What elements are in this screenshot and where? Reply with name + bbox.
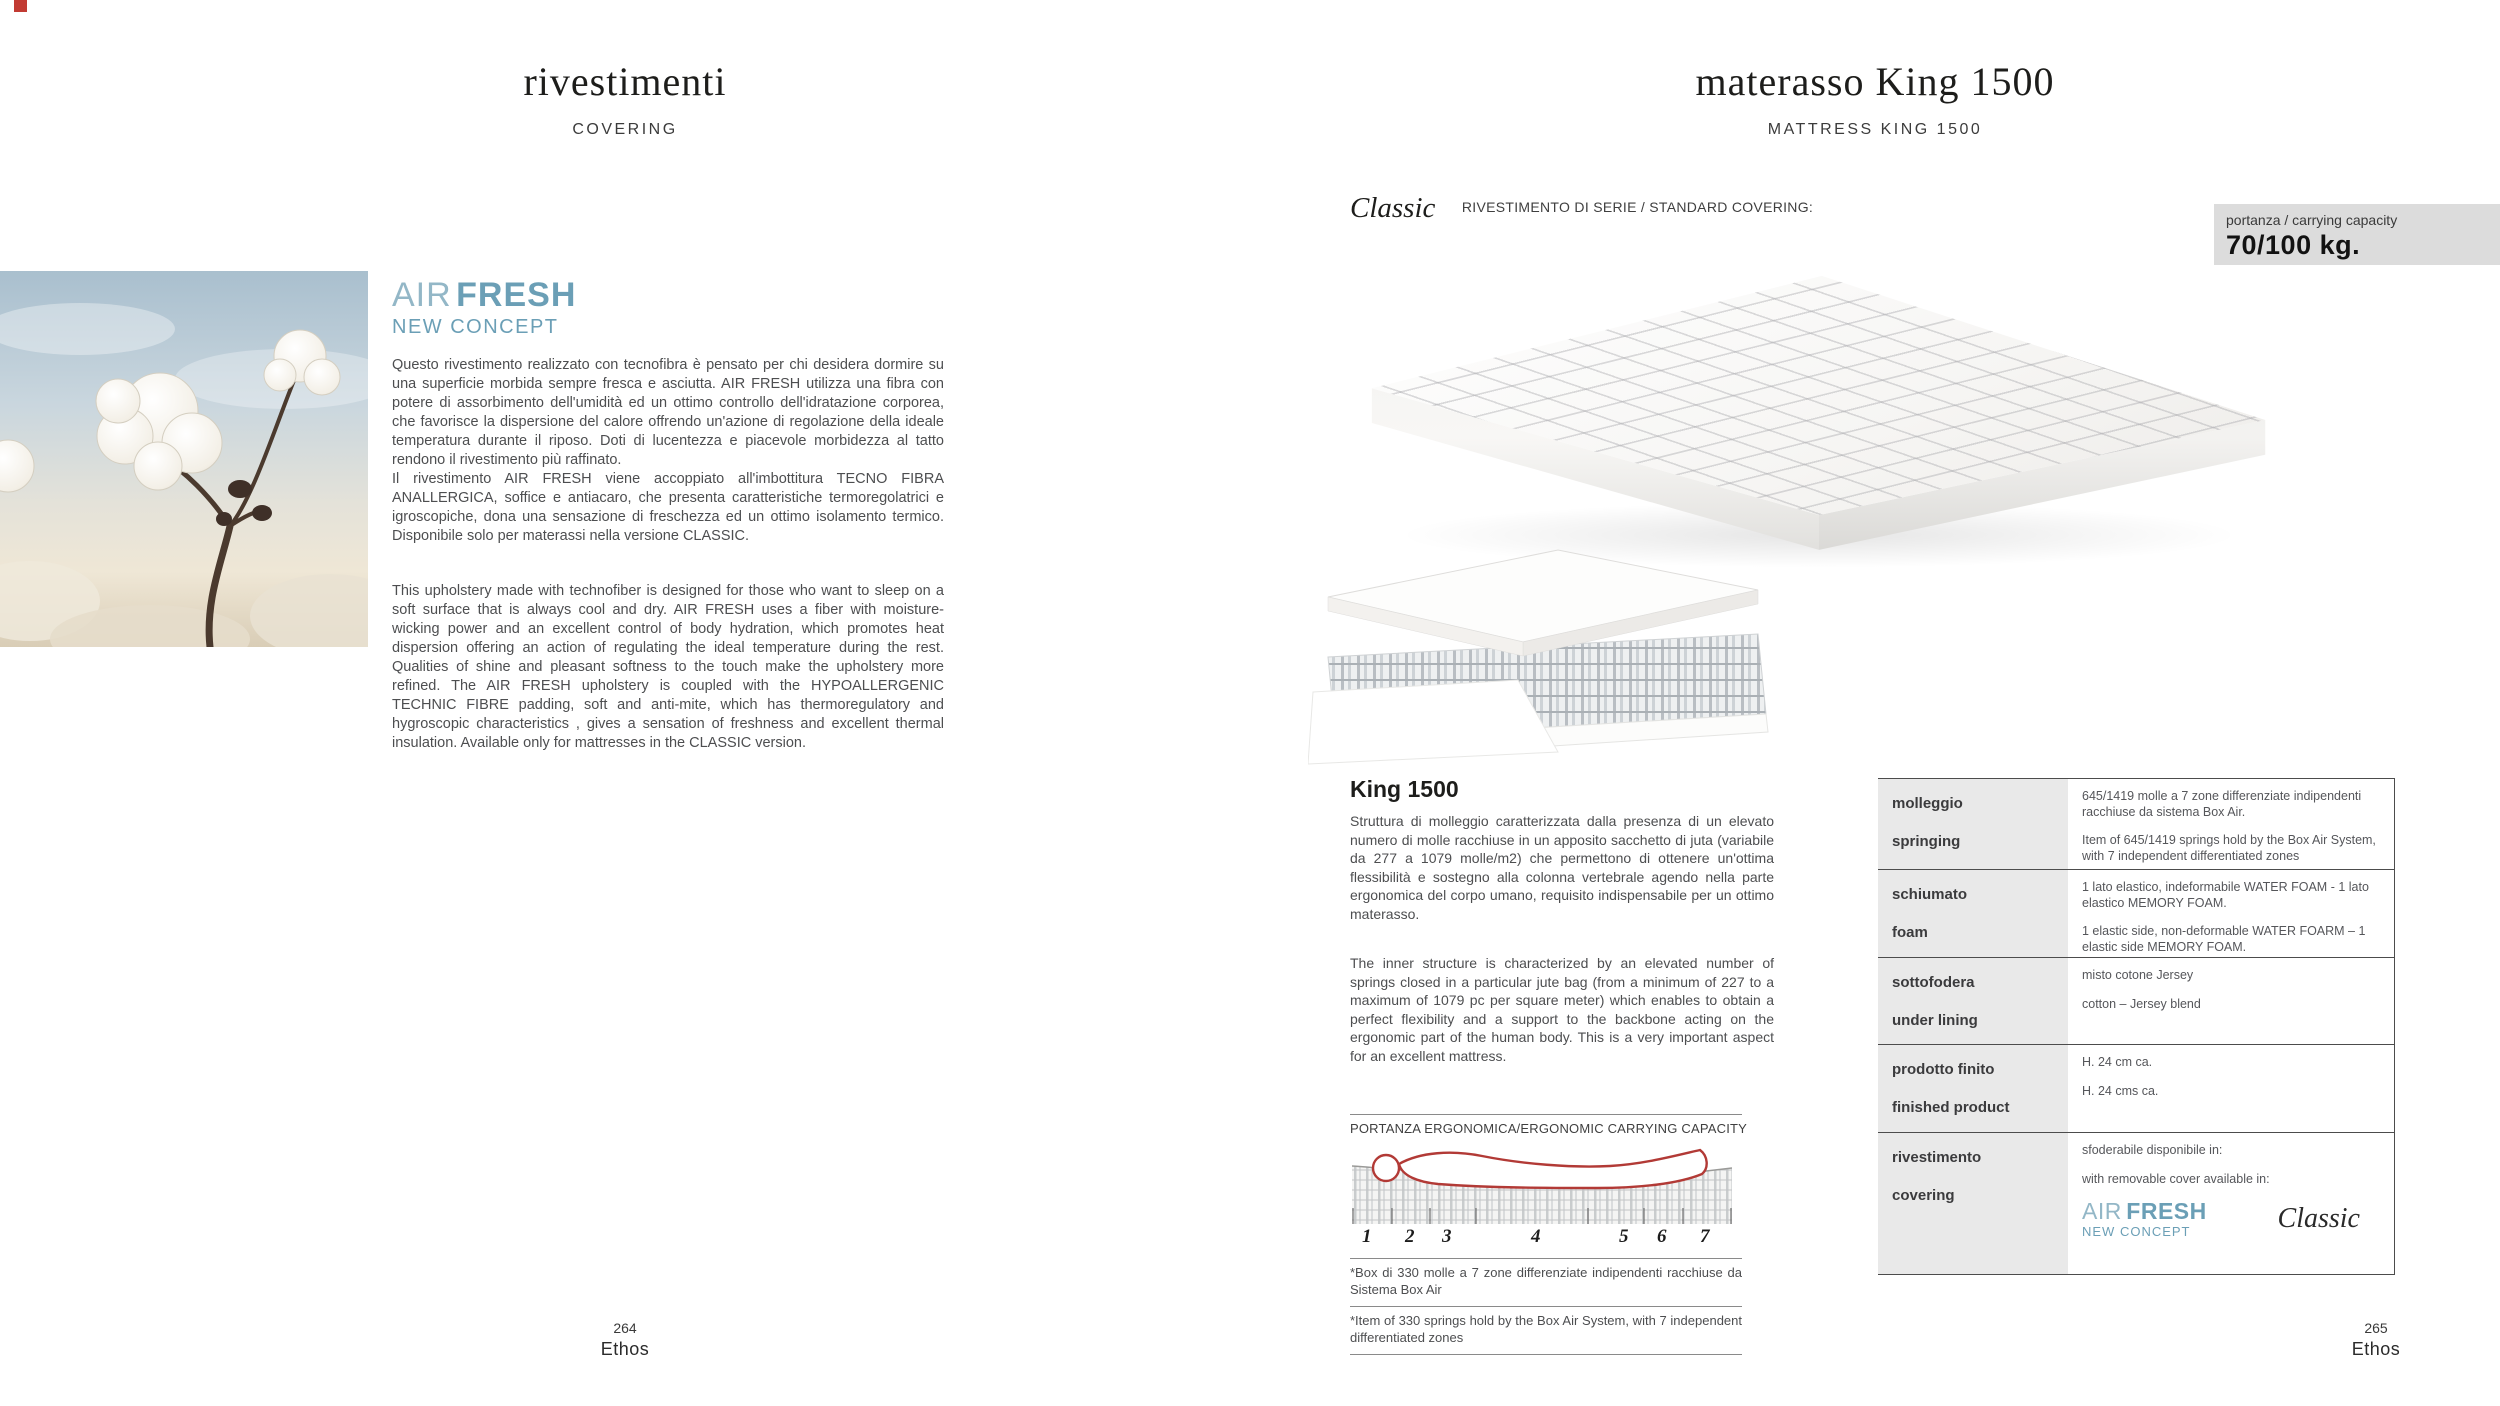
- spec-label-cell: [1878, 1133, 2068, 1274]
- zone-number: 7: [1700, 1226, 1710, 1247]
- covering-description-english: [392, 582, 944, 753]
- page-number-left: 264: [613, 1320, 637, 1336]
- air-fresh-word-air: AIR: [392, 276, 452, 314]
- classic-covering-name: Classic: [1350, 192, 1436, 224]
- spec-value-en: cotton – Jersey blend: [2082, 996, 2201, 1011]
- air-fresh-wordmark: [392, 278, 576, 314]
- spec-value-en: with removable cover available in:: [2082, 1171, 2270, 1186]
- spec-value-cell: [2068, 870, 2394, 957]
- air-fresh-word-fresh: FRESH: [2126, 1198, 2207, 1224]
- paragraph-english: This upholstery made with technofiber is designed for those who want to sleep on a soft surface that is always cool and dry. AIR FRESH uses a fiber with moisture-wicking power and an excellent control of body hydration, which promotes heat dispersion offering an action of regulating the ideal temperature during the rest. Qualities of shine and pleasant softness to the touch make the upholstery more refined. The AIR FRESH upholstery is coupled with the HYPOALLERGENIC TECHNIC FIBRE padding, soft and anti-mite, which has thermoregulatory and hygroscopic characteristics , gives a sensation of freshness and excellent thermal insulation. Available only for mattresses in the CLASSIC version.: [392, 583, 944, 751]
- zone-numbers: [1352, 1226, 1732, 1252]
- spec-label-it: prodotto finito: [1892, 1061, 1995, 1078]
- covering-options: [2082, 1199, 2378, 1238]
- spec-value-cell: [2068, 958, 2394, 1044]
- cotton-photo-illustration: [0, 271, 368, 647]
- spec-value-cell: [2068, 1133, 2394, 1274]
- paragraph-italian-1: Questo rivestimento realizzato con tecnofibra è pensato per chi desidera dormire su una superficie morbida sempre fresca e asciutta. AIR FRESH utilizza una fibra con potere di assorbimento dell'umidità ed un ottimo controllo dell'idratazione corporea, che favorisce la dispersione del calore offrendo un'azione di regolazione della ideale temperatura durante il riposo. Doti di lucentezza e piacevole morbidezza al tatto rendono il rivestimento più raffinato.: [392, 357, 944, 468]
- spec-label-cell: [1878, 779, 2068, 869]
- product-description-english: The inner structure is characterized by an elevated number of springs closed in a particular jute bag (from a minimum of 227 to a maximum of 1079 pc per square meter) which enables to obtain a perfect flexibility and a support to the backbone acting on the ergonomic part of the human body. This is a very important aspect for an excellent mattress.: [1350, 955, 1774, 1064]
- page-subtitle-left: COVERING: [572, 121, 678, 138]
- footnote-italian: *Box di 330 molle a 7 zone differenziate indipendenti racchiuse da Sistema Box Air: [1350, 1265, 1742, 1297]
- spec-value-en: H. 24 cms ca.: [2082, 1083, 2159, 1098]
- carrying-capacity-value: 70/100 kg.: [2226, 230, 2361, 260]
- corner-marker: [14, 0, 27, 12]
- page-footer-right: [2026, 1320, 2500, 1360]
- spec-table: [1878, 778, 2395, 1275]
- air-fresh-word-fresh: FRESH: [456, 276, 577, 314]
- zone-number: 5: [1619, 1226, 1629, 1247]
- spec-label-cell: [1878, 958, 2068, 1044]
- spec-row-springing: [1878, 778, 2394, 869]
- brand-name-left: Ethos: [600, 1339, 650, 1359]
- spec-label-it: schiumato: [1892, 886, 1968, 903]
- spec-row-finished-product: [1878, 1044, 2394, 1132]
- spec-value-cell: [2068, 1045, 2394, 1132]
- paragraph-italian-2: Il rivestimento AIR FRESH viene accoppiato all'imbottitura TECNO FIBRA ANALLERGICA, soffice e antiacaro, che presenta caratteristiche termoregolatrici e igroscopiche, dona una sensazione di freschezza ed un ottimo isolamento termico. Disponibile solo per materassi nella versione CLASSIC.: [392, 471, 944, 544]
- spec-value-it: misto cotone Jersey: [2082, 968, 2194, 982]
- carrying-capacity-label: portanza / carrying capacity: [2226, 212, 2398, 228]
- product-heading: King 1500: [1350, 776, 1459, 802]
- page-title-left: rivestimenti: [523, 59, 727, 104]
- spec-label-it: rivestimento: [1892, 1149, 1982, 1166]
- cotton-photo: [0, 271, 368, 647]
- spec-value-it: sfoderabile disponibile in:: [2082, 1143, 2223, 1157]
- divider: [1350, 1114, 1742, 1115]
- spec-label-cell: [1878, 1045, 2068, 1132]
- spec-value-en: 1 elastic side, non-deformable WATER FOARM – 1 elastic side MEMORY FOAM.: [2082, 924, 2366, 954]
- spec-label-it: molleggio: [1892, 795, 1963, 812]
- standard-covering-row: [1350, 192, 1813, 225]
- air-fresh-logo-small: [2082, 1199, 2207, 1238]
- divider: [1350, 1306, 1742, 1307]
- ergonomic-capacity-label: PORTANZA ERGONOMICA/ERGONOMIC CARRYING CAPACITY: [1350, 1121, 1748, 1136]
- spec-value-it: H. 24 cm ca.: [2082, 1055, 2153, 1069]
- zone-number: 1: [1362, 1226, 1372, 1247]
- standard-covering-caption: RIVESTIMENTO DI SERIE / STANDARD COVERING:: [1461, 199, 1814, 215]
- spec-value-cell: [2068, 779, 2394, 869]
- mattress-photo: [1358, 272, 2280, 574]
- spring-structure-photo: [1308, 542, 1776, 768]
- divider: [1350, 1258, 1742, 1259]
- footnote-english: *Item of 330 springs hold by the Box Air System, with 7 independent differentiated zones: [1350, 1313, 1742, 1345]
- spec-label-cell: [1878, 870, 2068, 957]
- zone-number: 4: [1531, 1226, 1541, 1247]
- air-fresh-wordmark: [2082, 1199, 2207, 1224]
- spec-value-en: Item of 645/1419 springs hold by the Box Air System, with 7 independent differentiated zones: [2082, 833, 2376, 863]
- covering-description-italian: [392, 356, 944, 546]
- spec-label-en: springing: [1892, 833, 1961, 850]
- spec-label-en: covering: [1892, 1187, 1955, 1204]
- divider: [1350, 1354, 1742, 1355]
- spec-label-en: finished product: [1892, 1099, 2010, 1116]
- spec-row-foam: [1878, 869, 2394, 957]
- zone-number: 2: [1405, 1226, 1415, 1247]
- spec-value-it: 645/1419 molle a 7 zone differenziate indipendenti racchiuse da sistema Box Air.: [2082, 789, 2362, 819]
- page-subtitle-right: MATTRESS KING 1500: [1767, 121, 1983, 138]
- page-title-right: materasso King 1500: [1695, 59, 2055, 104]
- air-fresh-logo: [392, 278, 576, 338]
- spec-label-en: foam: [1892, 924, 1928, 941]
- air-fresh-concept-label: NEW CONCEPT: [2082, 1223, 2191, 1239]
- spec-value-it: 1 lato elastico, indeformabile WATER FOAM - 1 lato elastico MEMORY FOAM.: [2082, 880, 2369, 910]
- classic-covering-option: Classic: [2277, 1203, 2360, 1234]
- brand-name-right: Ethos: [2351, 1339, 2401, 1359]
- spec-row-covering: [1878, 1132, 2394, 1275]
- product-description-italian: Struttura di molleggio caratterizzata dalla presenza di un elevato numero di molle racchiuse in un apposito sacchetto di juta (variabile da 277 a 1079 molle/m2) che permettono di ottenere un'ottima flessibilità e sostegno alla colonna vertebrale agendo nella parte ergonomica del corpo umano, requisito indispensabile per un ottimo materasso.: [1350, 813, 1774, 922]
- zone-number: 6: [1657, 1226, 1667, 1247]
- air-fresh-word-air: AIR: [2082, 1198, 2122, 1224]
- spec-label-en: under lining: [1892, 1012, 1978, 1029]
- carrying-capacity-badge: [2214, 204, 2500, 265]
- ergonomic-diagram-illustration: [1352, 1144, 1732, 1224]
- box-air-illustration: [1308, 542, 1776, 768]
- page-footer-left: [275, 1320, 975, 1360]
- air-fresh-concept-label: NEW CONCEPT: [392, 315, 559, 338]
- page-number-right: 265: [2364, 1320, 2388, 1336]
- zone-number: 3: [1442, 1226, 1452, 1247]
- spec-row-under-lining: [1878, 957, 2394, 1044]
- ergonomic-capacity-diagram: [1352, 1144, 1732, 1224]
- spec-label-it: sottofodera: [1892, 974, 1975, 991]
